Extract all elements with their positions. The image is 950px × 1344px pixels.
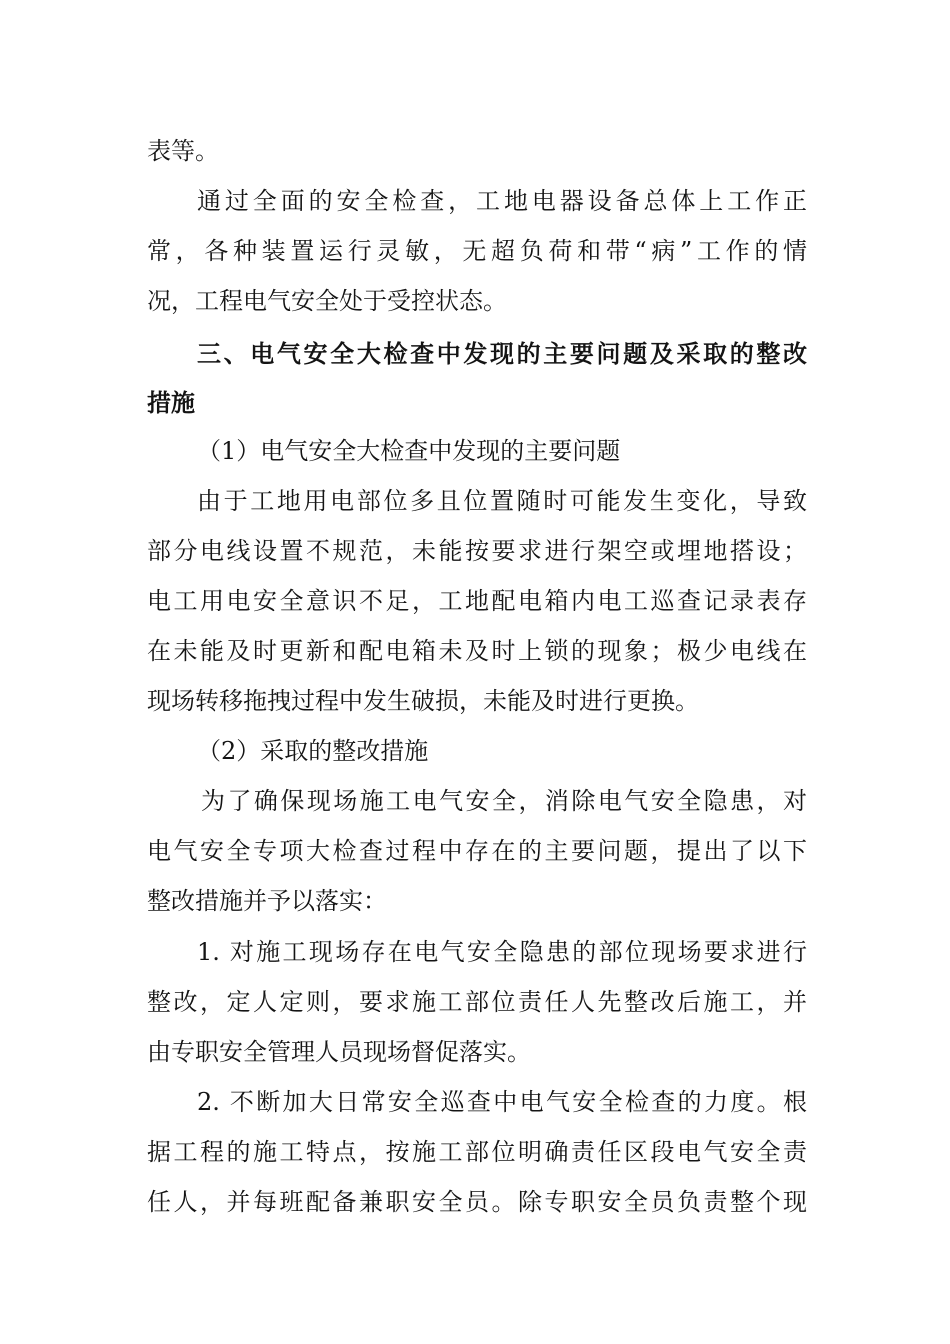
line-text: 整改，定人定则，要求施工部位责任人先整改后施工，并 [147,988,807,1016]
paragraph-line [0,531,950,571]
subheading-text: （1）电气安全大检查中发现的主要问题 [197,437,621,465]
list-item-line [0,932,950,972]
paragraph-line [0,481,950,521]
paragraph-line [0,281,950,321]
list-item-line [0,1032,950,1072]
line-text: 任人，并每班配备兼职安全员。除专职安全员负责整个现 [147,1188,807,1216]
paragraph-line [0,581,950,621]
line-text: 部分电线设置不规范，未能按要求进行架空或埋地搭设； [147,537,807,565]
heading-text: 三、电气安全大检查中发现的主要问题及采取的整改 [197,340,807,368]
line-text: 2. 不断加大日常安全巡查中电气安全检查的力度。根 [197,1088,807,1116]
paragraph-line [0,881,950,921]
subheading-line [0,431,950,471]
list-item-line [0,1182,950,1222]
line-text: 在未能及时更新和配电箱未及时上锁的现象；极少电线在 [147,637,807,665]
line-text: 为了确保现场施工电气安全，消除电气安全隐患，对 [201,787,807,815]
line-text: 电工用电安全意识不足，工地配电箱内电工巡查记录表存 [147,587,807,615]
paragraph-line [0,781,950,821]
list-item-line [0,982,950,1022]
line-text: 现场转移拖拽过程中发生破损，未能及时进行更换。 [147,687,699,715]
section-heading [0,334,950,374]
list-item-line [0,1132,950,1172]
line-text: 1. 对施工现场存在电气安全隐患的部位现场要求进行 [197,938,807,966]
paragraph-line [0,181,950,221]
paragraph-line [0,131,950,171]
paragraph-line [0,681,950,721]
line-text: 况，工程电气安全处于受控状态。 [147,287,507,315]
line-text: 整改措施并予以落实： [147,887,387,915]
line-text: 表等。 [147,137,219,165]
line-text: 通过全面的安全检查，工地电器设备总体上工作正 [197,187,807,215]
paragraph-line [0,831,950,871]
line-text: 常，各种装置运行灵敏，无超负荷和带“病”工作的情 [147,237,807,265]
line-text: 电气安全专项大检查过程中存在的主要问题，提出了以下 [147,837,807,865]
line-text: 据工程的施工特点，按施工部位明确责任区段电气安全责 [147,1138,807,1166]
line-text: 由于工地用电部位多且位置随时可能发生变化，导致 [197,487,807,515]
paragraph-line [0,231,950,271]
heading-text: 措施 [147,389,195,417]
subheading-text: （2）采取的整改措施 [197,737,429,765]
subheading-line [0,731,950,771]
list-item-line [0,1082,950,1122]
line-text: 由专职安全管理人员现场督促落实。 [147,1038,531,1066]
paragraph-line [0,631,950,671]
section-heading [0,383,950,423]
